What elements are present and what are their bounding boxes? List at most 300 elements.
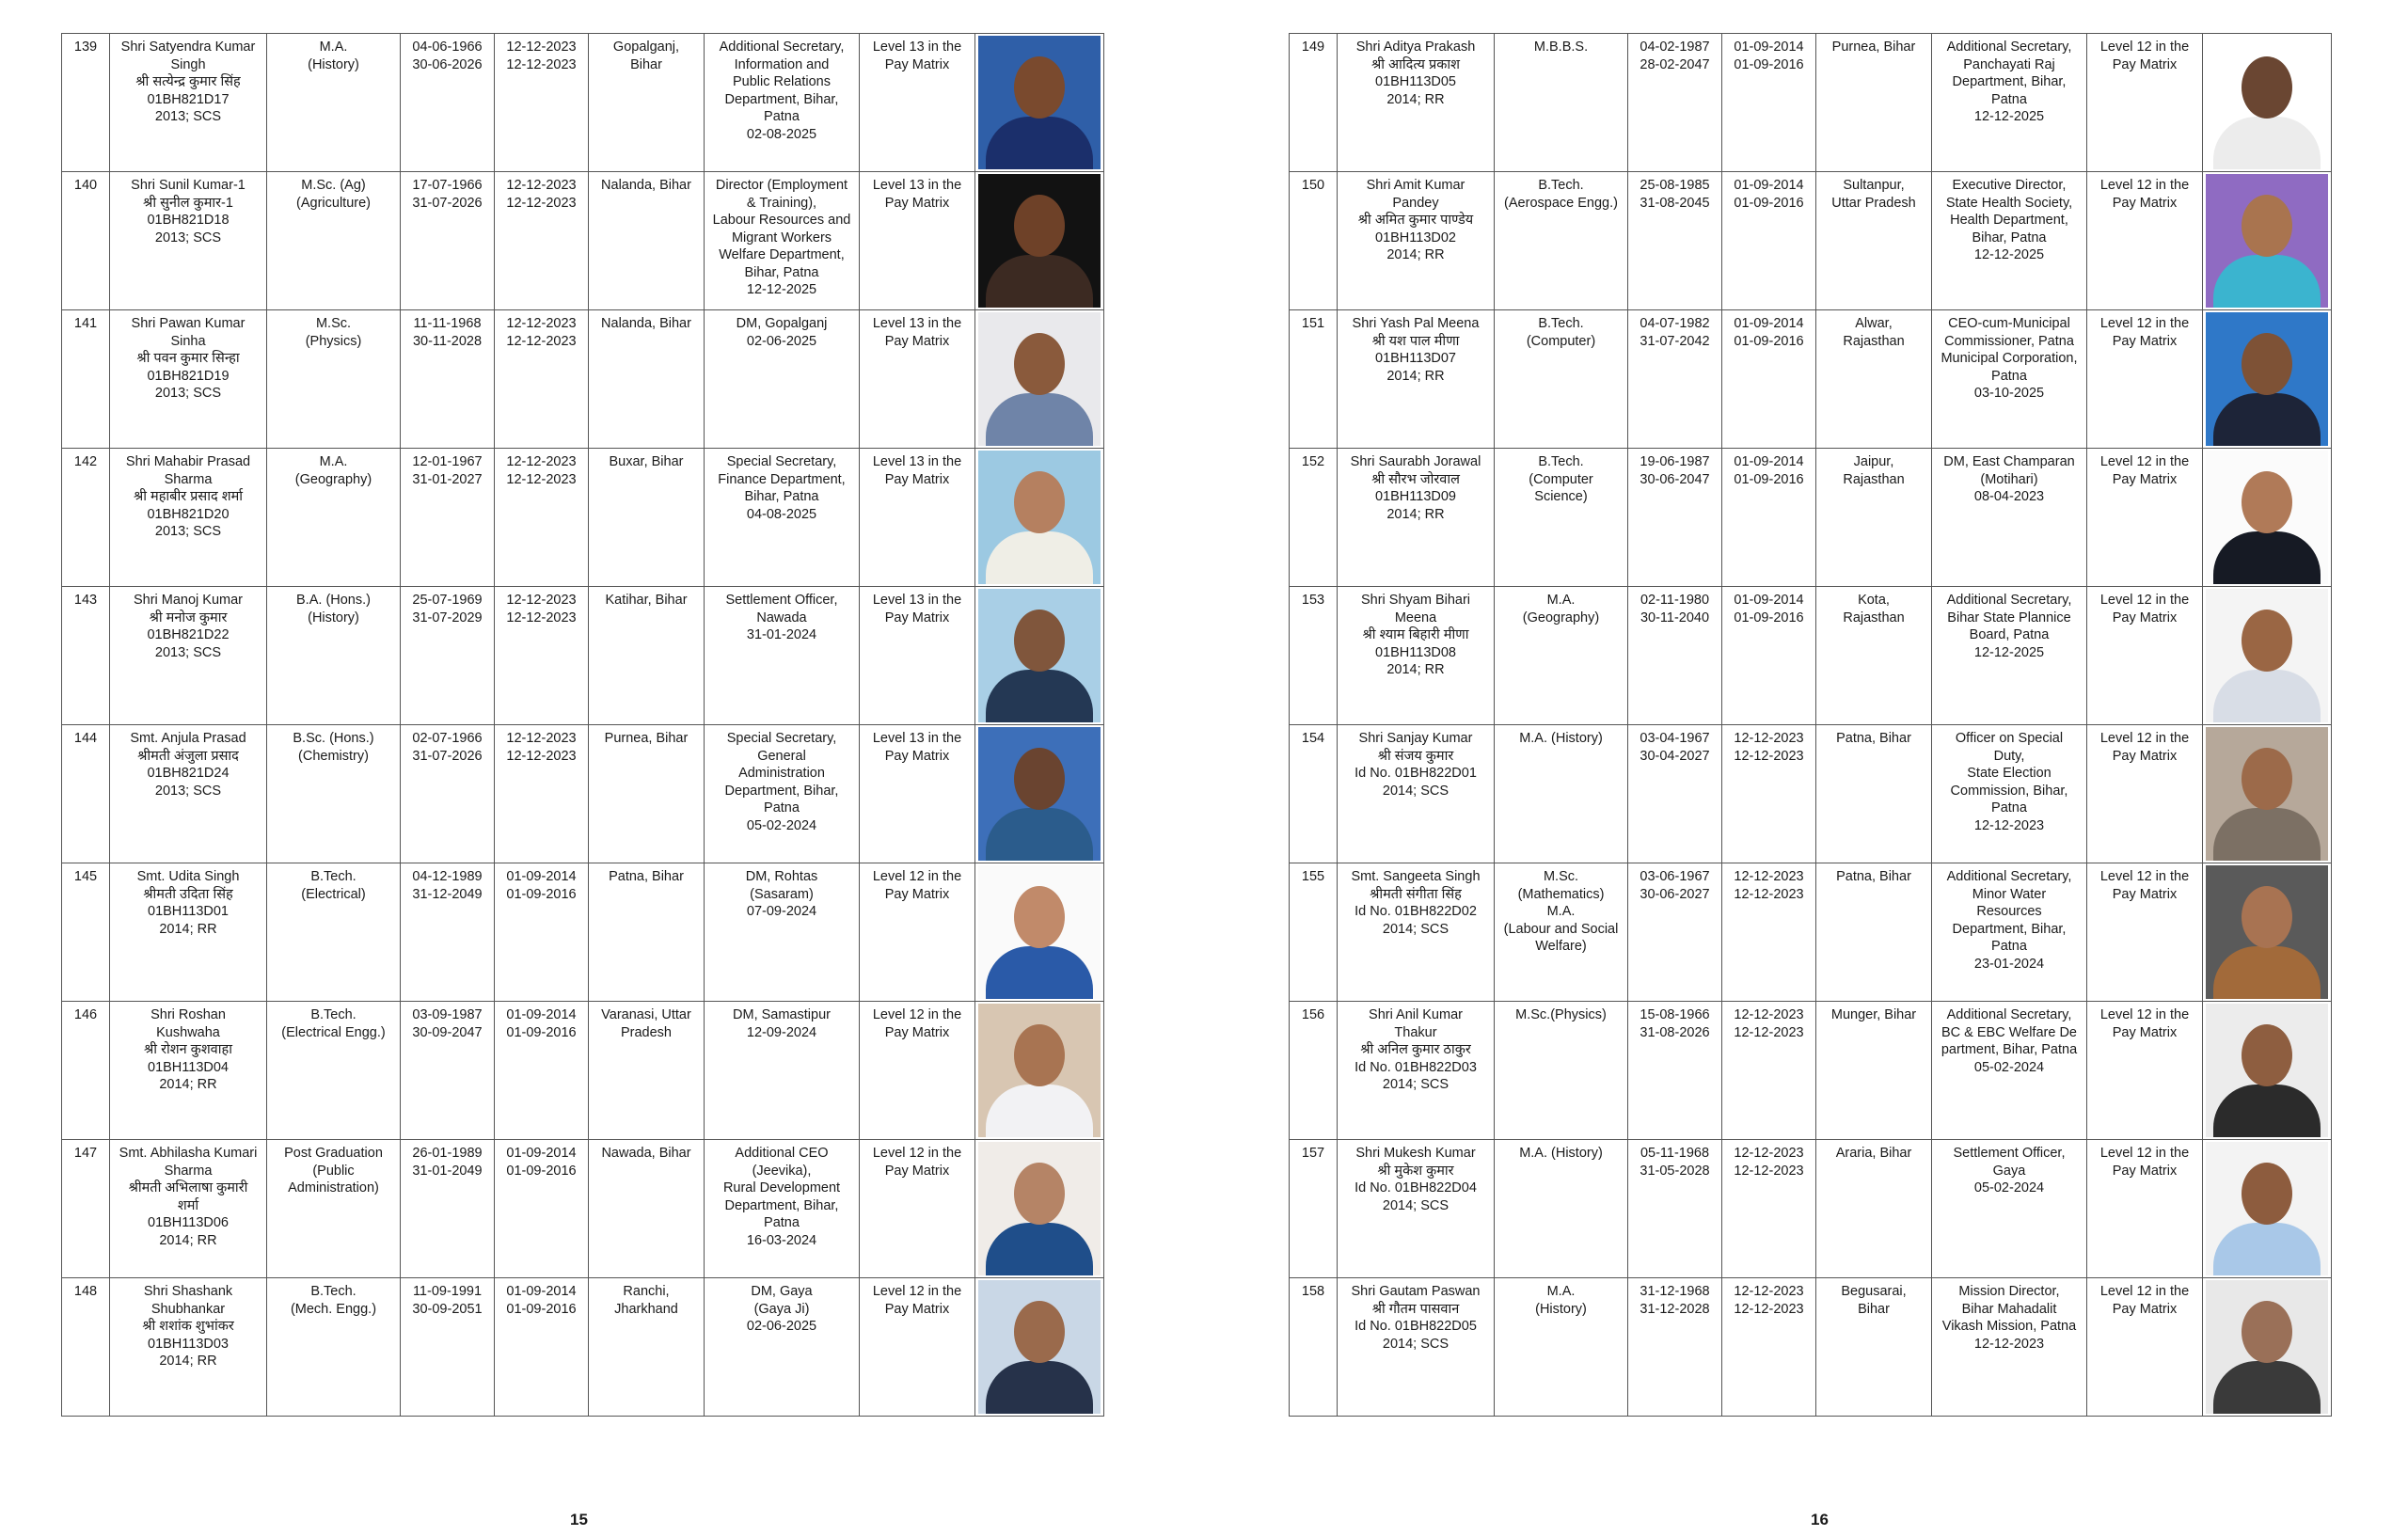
present-posting-line: Additional CEO [735,1146,829,1161]
photo-head [2242,333,2292,395]
present-posting-line: Additional Secretary, [719,40,845,55]
home-district-cell [1816,587,1932,725]
home-district-cell [589,449,705,587]
present-posting-line: Patna [1991,939,2027,954]
birth-retirement-date-cell [1628,34,1722,172]
qualification-line: M.Sc. (Ag) [301,178,366,193]
joining-date-line: 12-12-2023 [506,748,577,764]
photo-torso [986,670,1093,722]
home-district-line: Uttar Pradesh [1831,195,1916,211]
qualification-line: M.A. [1546,1284,1576,1299]
qualification-line: M.A. [319,454,348,469]
pay-level-line: Pay Matrix [2112,56,2178,72]
officer-name-cell [1338,34,1495,172]
pay-level-line: Level 12 in the [2099,178,2190,193]
officer-photo-cell [975,587,1104,725]
pay-level-line: Level 12 in the [2099,869,2190,884]
officer-photo-cell [2203,1002,2332,1140]
pay-level-line: Pay Matrix [2112,471,2178,487]
pay-level-line: Pay Matrix [2112,1301,2178,1317]
present-posting-cell [1932,725,2087,863]
qualification-cell [1495,725,1628,863]
birth-retirement-date-line: 30-06-2047 [1640,471,1710,487]
qualification-line: (Mathematics) [1517,886,1605,902]
present-posting-line: 12-12-2025 [1973,644,2045,660]
officer-row [1290,725,2332,863]
pay-level-cell [2087,587,2203,725]
officer-name-line: Shri Amit Kumar [1366,178,1465,193]
home-district-line: Varanasi, Uttar [601,1007,691,1022]
officer-name-cell [1338,310,1495,449]
home-district-line: Bihar [1858,1301,1890,1317]
birth-retirement-date-line: 30-04-2027 [1640,748,1710,764]
photo-head [2242,1301,2292,1363]
photo-torso [986,1361,1093,1414]
joining-date-line: 12-12-2023 [506,56,577,72]
page-number-left: 15 [570,1511,588,1528]
present-posting-line: Special Secretary, [726,731,837,746]
present-posting-cell [1932,1140,2087,1278]
pay-level-cell [860,34,975,172]
officer-name-cell [1338,449,1495,587]
present-posting-line: DM, Samastipur [733,1007,831,1022]
officer-name-line: 2014; SCS [1382,1197,1450,1213]
present-posting-line: Department, Bihar, [724,91,839,107]
serial-number-cell: 152 [1290,449,1338,587]
qualification-cell [267,1140,401,1278]
qualification-cell [1495,310,1628,449]
officer-name-line: 2014; SCS [1382,1336,1450,1352]
officer-name-line: Shri Pawan Kumar [131,316,246,331]
serial-number-cell: 156 [1290,1002,1338,1140]
page-number-right: 16 [1811,1511,1829,1528]
joining-date-line: 12-12-2023 [1734,869,1804,884]
birth-retirement-date-line: 30-11-2040 [1640,610,1710,625]
present-posting-line: partment, Bihar, Patna [1941,1042,2078,1057]
birth-retirement-date-line: 31-12-2049 [412,886,483,902]
qualification-line: Post Graduation [284,1146,383,1161]
birth-retirement-date-cell [1628,1002,1722,1140]
officer-photo-cell [2203,310,2332,449]
officer-photo-cell [975,34,1104,172]
home-district-cell [589,1140,705,1278]
birth-retirement-date-line: 03-06-1967 [1640,869,1710,884]
birth-retirement-date-cell [401,587,495,725]
birth-retirement-date-line: 31-12-2028 [1640,1301,1710,1317]
officer-name-line: Shri Anil Kumar [1369,1007,1463,1022]
home-district-cell [1816,449,1932,587]
officer-row [62,34,1104,172]
present-posting-line: Additional Secretary, [1946,1007,2072,1022]
present-posting-line: Nawada [756,610,807,625]
birth-retirement-date-line: 31-08-2026 [1640,1024,1710,1040]
birth-retirement-date-cell [1628,863,1722,1002]
officer-photo [978,36,1101,169]
officer-name-line: श्रीमती संगीता सिंह [1370,886,1462,902]
present-posting-line: Vikash Mission, Patna [1941,1319,2077,1334]
present-posting-line: 04-08-2025 [746,506,817,522]
serial-number-cell: 158 [1290,1278,1338,1417]
qualification-line: (Labour and Social [1503,921,1619,937]
officer-photo-cell [975,1140,1104,1278]
joining-date-line: 01-09-2016 [1734,333,1804,349]
birth-retirement-date-line: 15-08-1966 [1640,1007,1710,1022]
home-district-line: Sultanpur, [1843,178,1905,193]
birth-retirement-date-cell [1628,172,1722,310]
present-posting-line: Bihar State Plannice [1947,610,2071,625]
officer-row [1290,1002,2332,1140]
birth-retirement-date-line: 03-09-1987 [412,1007,483,1022]
birth-retirement-date-line: 31-05-2028 [1640,1163,1710,1179]
joining-date-cell [1722,1140,1816,1278]
officer-name-cell [1338,863,1495,1002]
officer-name-line: Sharma [164,471,213,487]
photo-head [1014,1024,1065,1086]
present-posting-line: 12-09-2024 [746,1024,817,1040]
photo-head [1014,748,1065,810]
qualification-line: B.Tech. [1538,454,1584,469]
pay-level-line: Level 12 in the [2099,593,2190,608]
photo-torso [986,946,1093,999]
home-district-line: Patna, Bihar [1836,731,1911,746]
photo-torso [986,255,1093,308]
present-posting-line: CEO-cum-Municipal [1948,316,2070,331]
qualification-line: (History) [308,610,359,625]
home-district-line: Nawada, Bihar [601,1146,691,1161]
joining-date-line: 01-09-2014 [1734,316,1804,331]
birth-retirement-date-line: 25-08-1985 [1640,178,1710,193]
qualification-line: M.Sc. [315,316,352,331]
present-posting-line: Bihar Mahadalit [1961,1301,2057,1317]
joining-date-line: 12-12-2023 [1734,1163,1804,1179]
present-posting-line: Municipal Corporation, [1941,351,2078,366]
present-posting-line: Patna [1991,368,2027,384]
serial-number-cell: 140 [62,172,110,310]
photo-head [2242,195,2292,257]
qualification-cell [1495,172,1628,310]
qualification-cell [1495,1140,1628,1278]
officer-name-line: 01BH821D19 [147,368,230,384]
officer-photo-cell [2203,725,2332,863]
joining-date-cell [1722,310,1816,449]
qualification-line: B.A. (Hons.) [296,593,371,608]
officer-photo [978,312,1101,446]
officer-name-line: श्री गौतम पासवान [1371,1301,1460,1317]
birth-retirement-date-line: 04-06-1966 [412,40,483,55]
qualification-cell [1495,449,1628,587]
present-posting-line: Department, Bihar, [1952,921,2067,937]
present-posting-line: Officer on Special [1955,731,2064,746]
pay-level-line: Level 13 in the [872,454,962,469]
present-posting-cell [705,1140,860,1278]
pay-level-cell [2087,449,2203,587]
pay-level-line: Pay Matrix [884,333,950,349]
home-district-line: Jharkhand [614,1301,678,1317]
qualification-line: Science) [1534,489,1588,504]
officer-photo-cell [2203,172,2332,310]
home-district-line: Nalanda, Bihar [601,178,691,193]
pay-level-cell [860,449,975,587]
joining-date-line: 12-12-2023 [506,454,577,469]
officer-photo-cell [2203,34,2332,172]
officer-row [62,310,1104,449]
qualification-cell [267,172,401,310]
present-posting-line: Duty, [1993,748,2025,764]
pay-level-line: Level 12 in the [2099,40,2190,55]
qualification-cell [1495,1278,1628,1417]
birth-retirement-date-line: 11-11-1968 [413,316,482,331]
birth-retirement-date-line: 31-08-2045 [1640,195,1710,211]
serial-number-cell: 143 [62,587,110,725]
serial-number-cell: 145 [62,863,110,1002]
present-posting-line: Administration [738,766,825,781]
officer-name-line: 2013; SCS [154,644,222,660]
officer-name-line: Sharma [164,1163,213,1179]
pay-level-cell [860,1278,975,1417]
serial-number-cell: 155 [1290,863,1338,1002]
present-posting-line: Commission, Bihar, [1950,783,2068,799]
birth-retirement-date-line: 30-09-2051 [412,1301,483,1317]
present-posting-line: Patna [1991,800,2027,816]
qualification-cell [267,1278,401,1417]
home-district-line: Gopalganj, [612,40,680,55]
officer-photo-cell [2203,1278,2332,1417]
birth-retirement-date-cell [1628,310,1722,449]
present-posting-line: Additional Secretary, [1946,869,2072,884]
present-posting-line: Settlement Officer, [1953,1146,2066,1161]
present-posting-line: Public Relations [733,74,831,89]
officer-photo [2206,727,2328,861]
present-posting-line: 02-06-2025 [746,333,817,349]
pay-level-cell [860,1140,975,1278]
joining-date-line: 12-12-2023 [1734,731,1804,746]
officer-name-line: Smt. Sangeeta Singh [1351,869,1481,884]
officer-name-line: Meena [1394,610,1437,625]
qualification-line: B.Tech. [310,1007,356,1022]
present-posting-line: Mission Director, [1958,1284,2060,1299]
officer-photo [2206,451,2328,584]
officer-name-line: 01BH113D08 [1375,644,1456,660]
joining-date-cell [495,863,589,1002]
present-posting-line: 03-10-2025 [1973,386,2045,401]
qualification-cell [267,863,401,1002]
home-district-cell [1816,863,1932,1002]
officer-name-line: 2014; SCS [1382,783,1450,799]
birth-retirement-date-line: 04-12-1989 [412,869,483,884]
officer-name-line: Shri Mukesh Kumar [1355,1146,1476,1161]
birth-retirement-date-line: 04-02-1987 [1640,40,1710,55]
joining-date-cell [495,310,589,449]
officer-name-cell [1338,1140,1495,1278]
officer-name-line: 2014; RR [159,1354,217,1369]
joining-date-cell [495,1002,589,1140]
present-posting-line: Bihar, Patna [744,489,819,504]
birth-retirement-date-line: 02-07-1966 [412,731,483,746]
officer-name-line: Smt. Anjula Prasad [130,731,246,746]
home-district-line: Ranchi, [623,1284,670,1299]
officer-row [62,863,1104,1002]
birth-retirement-date-cell [401,1140,495,1278]
officer-photo [2206,589,2328,722]
officer-photo [2206,174,2328,308]
joining-date-cell [495,1140,589,1278]
birth-retirement-date-line: 28-02-2047 [1640,56,1710,72]
home-district-cell [1816,172,1932,310]
home-district-line: Kota, [1858,593,1890,608]
home-district-cell [1816,310,1932,449]
officer-name-line: 01BH821D20 [147,506,230,522]
pay-level-line: Level 12 in the [2099,1284,2190,1299]
present-posting-line: Migrant Workers [731,230,832,245]
present-posting-line: Executive Director, [1952,178,2067,193]
qualification-line: M.A. (History) [1519,731,1603,746]
joining-date-line: 12-12-2023 [506,40,577,55]
home-district-line: Rajasthan [1843,333,1905,349]
birth-retirement-date-line: 31-07-2029 [412,610,483,625]
officer-row [1290,172,2332,310]
home-district-line: Rajasthan [1843,610,1905,625]
birth-retirement-date-cell [401,449,495,587]
officer-name-line: Smt. Abhilasha Kumari [119,1146,258,1161]
officer-name-line: 2014; RR [1386,662,1445,677]
officer-photo [978,1142,1101,1275]
joining-date-cell [1722,172,1816,310]
officer-name-line: 2014; RR [1386,368,1445,384]
present-posting-cell [705,1002,860,1140]
present-posting-line: Additional Secretary, [1946,40,2072,55]
officer-name-line: 2013; SCS [154,783,222,799]
officer-name-line: Shri Sanjay Kumar [1358,731,1473,746]
home-district-line: Alwar, [1855,316,1893,331]
pay-level-cell [860,172,975,310]
officer-name-cell [1338,587,1495,725]
pay-level-line: Level 12 in the [2099,731,2190,746]
pay-level-line: Pay Matrix [884,471,950,487]
qualification-cell [267,587,401,725]
present-posting-line: 05-02-2024 [1973,1059,2045,1075]
birth-retirement-date-line: 31-01-2049 [412,1163,483,1179]
officer-name-cell [1338,172,1495,310]
officer-name-line: Shubhankar [150,1301,226,1317]
pay-level-line: Level 12 in the [2099,316,2190,331]
home-district-cell [589,1002,705,1140]
officer-name-line: Id No. 01BH822D04 [1354,1180,1477,1196]
qualification-line: (Mech. Engg.) [290,1301,377,1317]
officer-photo [2206,1004,2328,1137]
present-posting-line: 12-12-2025 [1973,247,2045,262]
qualification-cell [1495,587,1628,725]
home-district-cell [589,863,705,1002]
joining-date-line: 01-09-2016 [506,886,577,902]
officer-name-line: 01BH113D03 [148,1336,229,1352]
present-posting-cell [705,863,860,1002]
officer-name-line: Shri Yash Pal Meena [1352,316,1480,331]
photo-torso [2213,255,2321,308]
present-posting-line: Director (Employment [715,178,848,193]
joining-date-cell [1722,1278,1816,1417]
present-posting-line: (Sasaram) [750,886,814,902]
officer-name-line: 01BH821D17 [147,91,230,107]
officer-name-line: 2014; SCS [1382,1077,1450,1092]
home-district-cell [1816,1140,1932,1278]
qualification-cell [1495,34,1628,172]
home-district-cell [589,1278,705,1417]
officer-name-line: श्री यश पाल मीणा [1371,333,1460,349]
joining-date-line: 01-09-2014 [506,1284,577,1299]
photo-head [2242,886,2292,948]
home-district-line: Jaipur, [1853,454,1894,469]
photo-torso [2213,946,2321,999]
present-posting-line: Patna [764,1215,800,1230]
qualification-line: (Aerospace Engg.) [1504,195,1618,211]
home-district-cell [589,587,705,725]
officer-name-cell [1338,725,1495,863]
officer-name-line: 2013; SCS [154,524,222,539]
present-posting-line: Board, Patna [1969,627,2050,642]
pay-level-cell [2087,310,2203,449]
birth-retirement-date-line: 05-11-1968 [1640,1146,1710,1161]
home-district-cell [589,34,705,172]
pay-level-cell [2087,863,2203,1002]
qualification-cell [267,34,401,172]
pay-level-cell [860,1002,975,1140]
officer-name-line: Shri Shashank [143,1284,233,1299]
joining-date-cell [1722,587,1816,725]
birth-retirement-date-line: 30-06-2026 [412,56,483,72]
photo-torso [986,117,1093,169]
birth-retirement-date-line: 03-04-1967 [1640,731,1710,746]
officer-photo [978,1280,1101,1414]
officer-name-line: श्री सुनील कुमार-1 [143,195,233,211]
officer-name-line: 01BH113D01 [148,904,229,919]
present-posting-cell [1932,587,2087,725]
birth-retirement-date-cell [1628,1278,1722,1417]
present-posting-line: Patna [764,800,800,816]
officer-name-cell [110,725,267,863]
qualification-cell [267,449,401,587]
present-posting-line: State Health Society, [1945,195,2073,211]
joining-date-cell [1722,725,1816,863]
home-district-line: Buxar, Bihar [609,454,684,469]
joining-date-cell [1722,1002,1816,1140]
pay-level-cell [860,310,975,449]
officer-name-line: श्री सत्येन्द्र कुमार सिंह [135,74,241,89]
pay-level-cell [2087,725,2203,863]
present-posting-line: Additional Secretary, [1946,593,2072,608]
officer-name-line: Shri Aditya Prakash [1355,40,1476,55]
officer-name-line: Id No. 01BH822D03 [1354,1059,1477,1075]
joining-date-cell [495,34,589,172]
qualification-line: M.Sc.(Physics) [1515,1007,1607,1022]
present-posting-line: 05-02-2024 [1973,1180,2045,1196]
photo-torso [986,393,1093,446]
photo-head [1014,195,1065,257]
officer-name-line: 2014; SCS [1382,921,1450,937]
officer-name-line: 01BH113D02 [1375,230,1456,245]
serial-number-cell: 147 [62,1140,110,1278]
present-posting-cell [1932,34,2087,172]
birth-retirement-date-line: 26-01-1989 [412,1146,483,1161]
present-posting-cell [1932,863,2087,1002]
birth-retirement-date-line: 31-07-2026 [412,195,483,211]
officer-name-line: Thakur [1394,1024,1437,1040]
qualification-line: B.Sc. (Hons.) [293,731,374,746]
pay-level-cell [860,863,975,1002]
serial-number-cell: 139 [62,34,110,172]
joining-date-line: 01-09-2014 [1734,178,1804,193]
officer-row [62,725,1104,863]
present-posting-line: 12-12-2023 [1973,1336,2045,1352]
